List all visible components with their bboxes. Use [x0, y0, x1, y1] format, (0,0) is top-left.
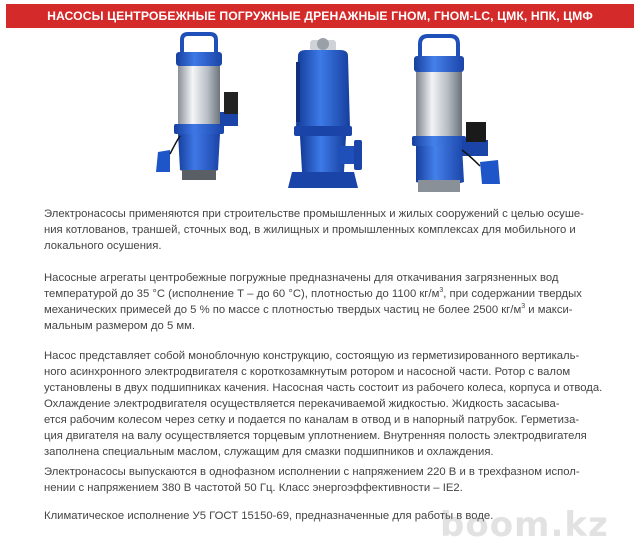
text-line: Охлаждение электродвигателя осуществляется перекачиваемой жидкостью. Жидкость засасыва- [44, 398, 560, 410]
product-photos [0, 32, 640, 202]
page-banner [6, 4, 634, 28]
watermark: boom.kz [440, 505, 609, 545]
text-line: Насос представляет собой моноблочную конструкцию, состоящую из герметизированного вертикаль- [44, 350, 580, 362]
text-line: Насосные агрегаты центробежные погружные предназначены для откачивания загрязненных вод [44, 272, 559, 284]
text-span: , при содержании твердых [443, 288, 582, 300]
pump-image-2 [274, 32, 374, 197]
pump-image-1 [148, 32, 248, 192]
superscript: 3 [521, 303, 526, 311]
text-line: ция двигателя на валу осуществляется торцевым уплотнением. Внутренняя полость электродвигателя [44, 430, 587, 442]
text-line: Электронасосы выпускаются в однофазном исполнении с напряжением 220 В и в трехфазном испол- [44, 466, 580, 478]
text-line: установлены в двух подшипниках качения. Насосная часть состоит из рабочего колеса, корпуса и отвода. [44, 382, 603, 394]
paragraph-2 [44, 270, 604, 334]
text-line: мальным размером до 5 мм. [44, 320, 196, 332]
paragraph-1 [44, 206, 604, 254]
banner-title: НАСОСЫ ЦЕНТРОБЕЖНЫЕ ПОГРУЖНЫЕ ДРЕНАЖНЫЕ ГНОМ, ГНОМ-LC, ЦМК, НПК, ЦМФ [47, 9, 593, 23]
text-line: ния котлованов, траншей, сточных вод, в жилищных и промышленных комплексах для мобильного и [44, 224, 576, 236]
text-span: и макси- [525, 304, 573, 316]
text-line [44, 302, 604, 318]
text-line: Электронасосы применяются при строительстве промышленных и жилых сооружений с целью осуше- [44, 208, 584, 220]
text-line [44, 286, 604, 302]
superscript: 3 [439, 287, 444, 295]
text-span: температурой до 35 °С (исполнение Т – до 60 °С), плотностью до 1100 кг/м [44, 288, 440, 300]
paragraph-4 [44, 464, 604, 496]
text-line: заполнена специальным маслом, служащим для смазки подшипников и охлаждения. [44, 446, 494, 458]
paragraph-3 [44, 348, 604, 460]
text-line: нении с напряжением 380 В частотой 50 Гц. Класс энергоэффективности – IE2. [44, 482, 463, 494]
pump-image-3 [396, 32, 506, 202]
text-line: ного асинхронного электродвигателя с короткозамкнутым ротором и насосной части. Ротор с валом [44, 366, 571, 378]
text-span: механических примесей до 5 % по массе с плотностью твердых частиц не более 2500 кг/м [44, 304, 522, 316]
text-line: Климатическое исполнение У5 ГОСТ 15150-69, предназначенные для работы в воде. [44, 510, 494, 522]
text-line: локального осушения. [44, 240, 162, 252]
text-line: ется рабочим колесом через сетку и подается по каналам в отвод и в напорный патрубок. Герметиза- [44, 414, 580, 426]
